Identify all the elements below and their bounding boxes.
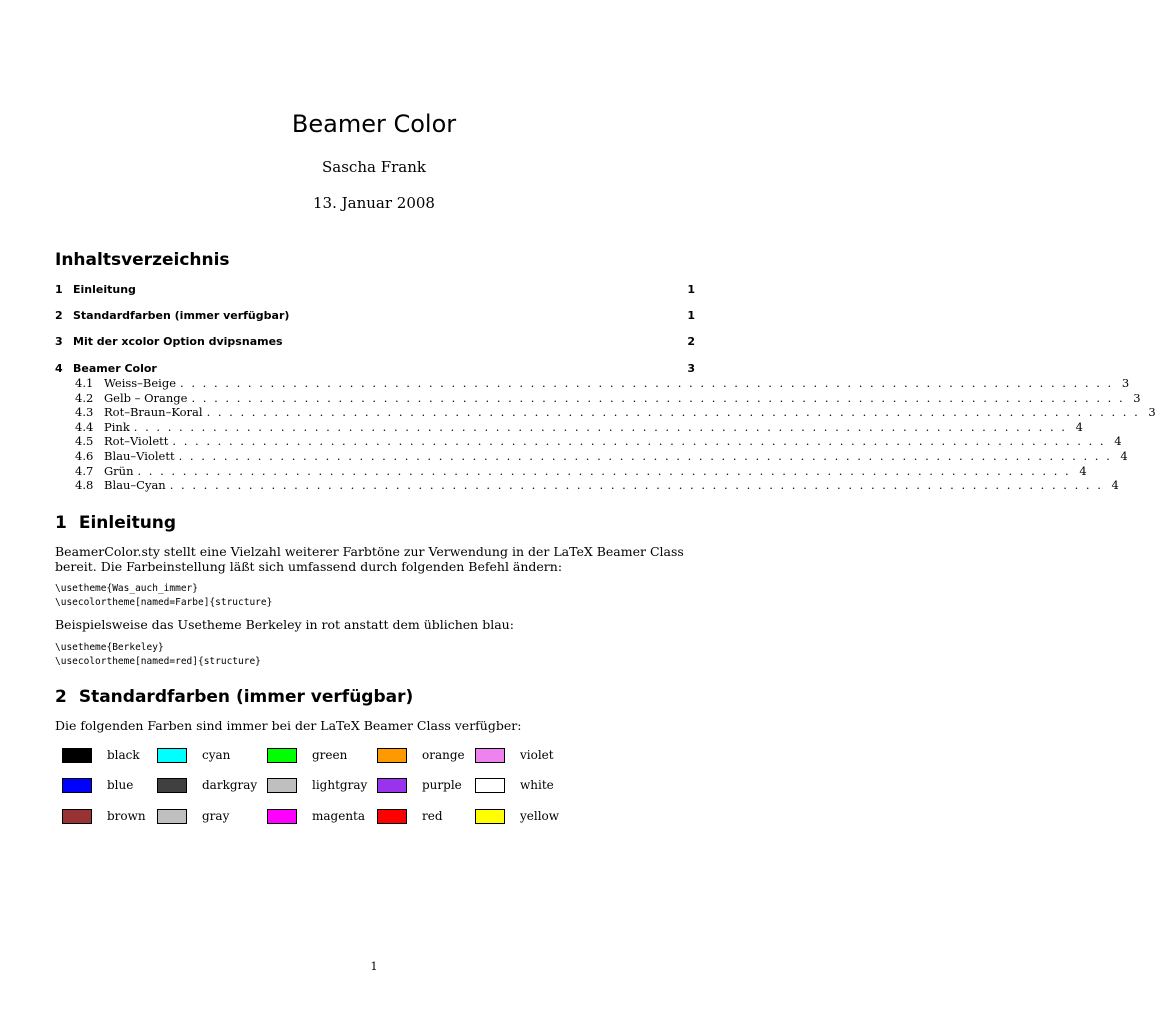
color-swatch	[62, 809, 92, 824]
color-swatch-label: red	[422, 809, 443, 823]
color-swatch	[62, 748, 92, 763]
toc-entry-number: 1	[55, 283, 63, 296]
toc-leader-dots: . . . . . . . . . . . . . . . . . . . . . . . . . . . . . . . . . . . . . . . . . . . . . . . . . . . . . . . . . . . . . . . . . . . . . . . . . . . . . . . . . . .	[172, 434, 1106, 448]
toc-subentry-number: 4.8	[75, 478, 94, 492]
toc-subentry-page: 3	[1148, 405, 1156, 419]
toc-subentry[interactable]	[75, 376, 1130, 391]
toc-subentry[interactable]	[75, 478, 1119, 493]
color-swatch	[475, 809, 505, 824]
toc-entry-number: 4	[55, 362, 63, 375]
document-title: Beamer Color	[291, 110, 457, 138]
toc-entry-title: Beamer Color	[73, 362, 157, 375]
toc-subentry-title: Rot–Braun–Koral	[104, 405, 203, 419]
color-swatch-item	[267, 806, 377, 826]
toc-subentry[interactable]	[75, 449, 1128, 464]
color-swatch	[377, 809, 407, 824]
color-swatch-item	[267, 745, 377, 765]
toc-subentry-title: Blau–Cyan	[104, 478, 166, 492]
paragraph-intro	[55, 544, 695, 574]
color-swatch-item	[267, 775, 377, 795]
color-swatch-item	[62, 806, 172, 826]
toc-entry[interactable]	[55, 309, 695, 325]
latex-logo: LaTeX	[553, 544, 593, 559]
color-swatch-item	[475, 806, 585, 826]
toc-subentry-number: 4.2	[75, 391, 94, 405]
color-swatch-label: darkgray	[202, 778, 258, 792]
color-swatch-item	[62, 775, 172, 795]
toc-subentry-number: 4.7	[75, 464, 94, 478]
toc-subentry[interactable]	[75, 391, 1141, 406]
color-swatch-label: white	[520, 778, 554, 792]
color-swatch	[475, 748, 505, 763]
color-swatch-label: black	[107, 748, 140, 762]
toc-leader-dots: . . . . . . . . . . . . . . . . . . . . . . . . . . . . . . . . . . . . . . . . . . . . . . . . . . . . . . . . . . . . . . . . . . . . . . . . . . . . . . . . . . .	[169, 478, 1103, 492]
color-swatch-label: purple	[422, 778, 462, 792]
color-swatch-item	[377, 806, 487, 826]
color-swatch-item	[157, 806, 267, 826]
toc-subentry-page: 4	[1114, 434, 1122, 448]
section-heading	[55, 687, 413, 707]
code-line: \usecolortheme[named=red]{structure}	[55, 656, 261, 667]
color-swatch-item	[62, 745, 172, 765]
toc-subentry-title: Rot–Violett	[104, 434, 169, 448]
toc-subentry-number: 4.4	[75, 420, 94, 434]
section-title: Einleitung	[78, 513, 177, 533]
toc-subentry[interactable]	[75, 464, 1087, 479]
color-swatch-label: violet	[520, 748, 554, 762]
document-author: Sascha Frank	[322, 158, 426, 176]
color-swatch-item	[475, 745, 585, 765]
toc-subentry-number: 4.3	[75, 405, 94, 419]
color-swatch	[267, 809, 297, 824]
section-title: Standardfarben (immer verfügbar)	[78, 687, 414, 707]
toc-entry[interactable]	[55, 335, 695, 351]
toc-leader-dots: . . . . . . . . . . . . . . . . . . . . . . . . . . . . . . . . . . . . . . . . . . . . . . . . . . . . . . . . . . . . . . . . . . . . . . . . . . . . . . . . . . .	[178, 449, 1112, 463]
color-swatch-label: cyan	[202, 748, 231, 762]
toc-subentry[interactable]	[75, 405, 1156, 420]
toc-subentry-title: Pink	[104, 420, 130, 434]
paragraph-text: Beamer Class bereit. Die Farbeinstellung läßt sich umfassend durch folgenden Befehl ändern:	[55, 544, 684, 574]
toc-subentry-number: 4.6	[75, 449, 94, 463]
toc-entry[interactable]	[55, 283, 695, 299]
color-swatch-label: lightgray	[312, 778, 368, 792]
color-swatch	[267, 778, 297, 793]
color-swatch	[157, 748, 187, 763]
toc-entry-page: 1	[687, 283, 695, 296]
toc-entry-number: 2	[55, 309, 63, 322]
toc-leader-dots: . . . . . . . . . . . . . . . . . . . . . . . . . . . . . . . . . . . . . . . . . . . . . . . . . . . . . . . . . . . . . . . . . . . . . . . . . . . . . . . . . . .	[133, 420, 1067, 434]
toc-entry-number: 3	[55, 335, 63, 348]
toc-subentry-title: Grün	[104, 464, 134, 478]
color-swatch-label: gray	[202, 809, 230, 823]
toc-subentry[interactable]	[75, 420, 1083, 435]
color-swatch-item	[377, 775, 487, 795]
toc-entry-page: 3	[687, 362, 695, 375]
toc-entry-title: Standardfarben (immer verfügbar)	[73, 309, 290, 322]
toc-subentry-number: 4.1	[75, 376, 94, 390]
section-number: 2	[55, 687, 67, 707]
page-number: 1	[370, 960, 378, 973]
toc-subentry-page: 4	[1075, 420, 1083, 434]
toc-subentry-page: 4	[1111, 478, 1119, 492]
color-swatch	[377, 778, 407, 793]
color-swatch-item	[377, 745, 487, 765]
paragraph-text: BeamerColor.sty stellt eine Vielzahl weiterer Farbtöne zur Verwendung in der	[55, 544, 554, 559]
color-swatch-item	[157, 775, 267, 795]
color-swatch	[62, 778, 92, 793]
color-swatch-label: blue	[107, 778, 134, 792]
toc-subentry[interactable]	[75, 434, 1122, 449]
section-number: 1	[55, 513, 67, 533]
color-swatch-label: magenta	[312, 809, 366, 823]
toc-subentry-title: Gelb – Orange	[104, 391, 188, 405]
paragraph-text: Beamer Class verfügber:	[359, 718, 522, 733]
color-swatch-item	[475, 775, 585, 795]
color-swatch	[377, 748, 407, 763]
latex-logo: LaTeX	[320, 718, 360, 733]
toc-entry-title: Einleitung	[73, 283, 136, 296]
toc-subentry-title: Blau–Violett	[104, 449, 175, 463]
code-line: \usetheme{Berkeley}	[55, 642, 164, 653]
paragraph-text: Die folgenden Farben sind immer bei der	[55, 718, 321, 733]
toc-heading: Inhaltsverzeichnis	[55, 250, 230, 270]
toc-subentry-page: 4	[1079, 464, 1087, 478]
color-swatch-label: orange	[422, 748, 465, 762]
toc-leader-dots: . . . . . . . . . . . . . . . . . . . . . . . . . . . . . . . . . . . . . . . . . . . . . . . . . . . . . . . . . . . . . . . . . . . . . . . . . . . . . . . . . . .	[191, 391, 1125, 405]
color-swatch	[475, 778, 505, 793]
code-line: \usetheme{Was_auch_immer}	[55, 583, 198, 594]
toc-leader-dots: . . . . . . . . . . . . . . . . . . . . . . . . . . . . . . . . . . . . . . . . . . . . . . . . . . . . . . . . . . . . . . . . . . . . . . . . . . . . . . . . . . .	[206, 405, 1140, 419]
toc-subentry-page: 3	[1121, 376, 1130, 390]
toc-leader-dots: . . . . . . . . . . . . . . . . . . . . . . . . . . . . . . . . . . . . . . . . . . . . . . . . . . . . . . . . . . . . . . . . . . . . . . . . . . . . . . . . . . .	[180, 376, 1114, 390]
color-swatch-label: brown	[107, 809, 146, 823]
paragraph-example: Beispielsweise das Usetheme Berkeley in rot anstatt dem üblichen blau:	[55, 617, 514, 632]
toc-subentry-title: Weiss–Beige	[104, 376, 177, 390]
section-heading	[55, 513, 176, 533]
toc-subentry-number: 4.5	[75, 434, 94, 448]
toc-entry-page: 1	[687, 309, 695, 322]
toc-entry-title: Mit der xcolor Option dvipsnames	[73, 335, 283, 348]
toc-leader-dots: . . . . . . . . . . . . . . . . . . . . . . . . . . . . . . . . . . . . . . . . . . . . . . . . . . . . . . . . . . . . . . . . . . . . . . . . . . . . . . . . . . .	[137, 464, 1071, 478]
code-line: \usecolortheme[named=Farbe]{structure}	[55, 597, 273, 608]
toc-entry-page: 2	[687, 335, 695, 348]
color-swatch-label: green	[312, 748, 348, 762]
document-date: 13. Januar 2008	[313, 194, 435, 212]
color-swatch	[267, 748, 297, 763]
toc-subentry-page: 4	[1120, 449, 1128, 463]
color-swatch-label: yellow	[520, 809, 560, 823]
toc-subentry-page: 3	[1133, 391, 1141, 405]
color-swatch	[157, 809, 187, 824]
color-swatch-item	[157, 745, 267, 765]
paragraph-colors-intro	[55, 718, 695, 733]
color-swatch	[157, 778, 187, 793]
